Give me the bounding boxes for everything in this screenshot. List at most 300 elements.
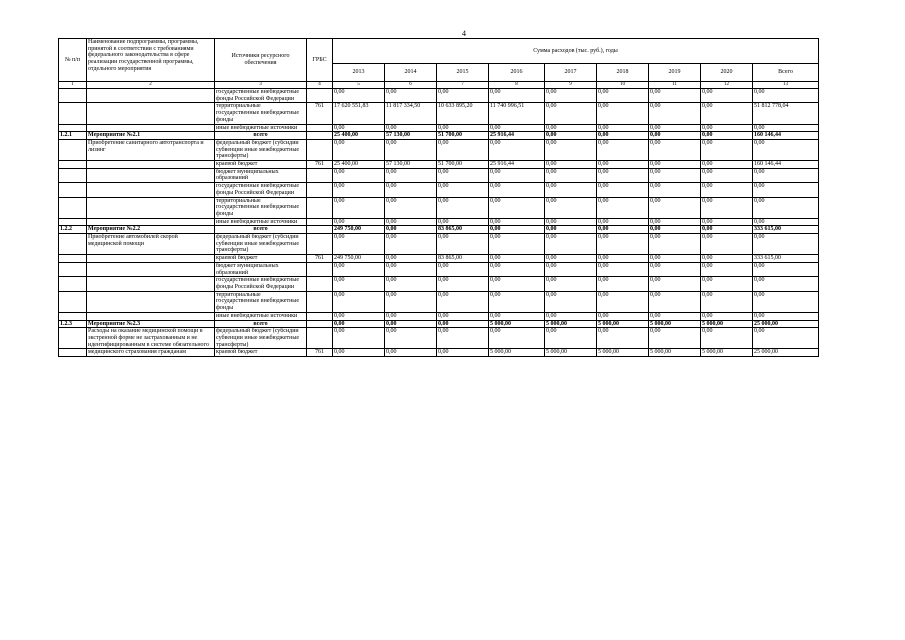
row-num: 1.2.2 <box>59 226 87 234</box>
value-cell: 0,00 <box>753 328 819 349</box>
value-cell: 0,00 <box>701 132 753 140</box>
value-cell: 0,00 <box>753 89 819 103</box>
row-num <box>59 89 87 103</box>
row-source: краевой бюджет <box>215 255 307 263</box>
row-name: Мероприятие №2.3 <box>87 320 215 328</box>
header-colnum: 12 <box>701 82 753 89</box>
row-source: иные внебюджетные источники <box>215 124 307 132</box>
value-cell: 0,00 <box>545 291 597 312</box>
value-cell: 0,00 <box>385 312 437 320</box>
row-num <box>59 218 87 226</box>
row-num <box>59 103 87 124</box>
table-row <box>59 320 819 328</box>
value-cell: 0,00 <box>489 262 545 276</box>
value-cell: 0,00 <box>753 234 819 255</box>
value-cell: 0,00 <box>701 255 753 263</box>
value-cell: 25 400,00 <box>333 161 385 169</box>
value-cell: 0,00 <box>545 197 597 218</box>
row-grbs <box>307 89 333 103</box>
row-name <box>87 161 215 169</box>
table-row <box>59 161 819 169</box>
value-cell: 0,00 <box>385 183 437 197</box>
value-cell: 0,00 <box>701 262 753 276</box>
header-year: 2015 <box>437 64 489 82</box>
value-cell: 5 000,00 <box>597 320 649 328</box>
value-cell: 5 000,00 <box>649 320 701 328</box>
value-cell: 0,00 <box>597 312 649 320</box>
value-cell: 0,00 <box>753 291 819 312</box>
value-cell: 57 130,00 <box>385 132 437 140</box>
row-source: краевой бюджет <box>215 349 307 357</box>
value-cell: 0,00 <box>545 168 597 182</box>
value-cell: 0,00 <box>437 262 489 276</box>
value-cell: 0,00 <box>597 234 649 255</box>
value-cell: 0,00 <box>545 226 597 234</box>
header-colnum: 7 <box>437 82 489 89</box>
value-cell: 0,00 <box>597 103 649 124</box>
row-source: иные внебюджетные источники <box>215 312 307 320</box>
row-grbs <box>307 168 333 182</box>
value-cell: 0,00 <box>333 262 385 276</box>
header-colnum: 4 <box>307 82 333 89</box>
value-cell: 0,00 <box>385 124 437 132</box>
value-cell: 0,00 <box>753 197 819 218</box>
row-grbs: 761 <box>307 103 333 124</box>
value-cell: 0,00 <box>649 197 701 218</box>
table-row <box>59 277 819 291</box>
table-row <box>59 218 819 226</box>
row-source: бюджет муниципальных образований <box>215 168 307 182</box>
header-year: 2019 <box>649 64 701 82</box>
header-colnum: 6 <box>385 82 437 89</box>
row-name <box>87 277 215 291</box>
value-cell: 0,00 <box>701 234 753 255</box>
header-name: Наименование подпрограммы, программы, принятой в соответствии с требованиями федерального законодательства в сфере реализации государственной программы, отдельного мероприятия <box>87 39 215 82</box>
value-cell: 0,00 <box>753 183 819 197</box>
value-cell: 25 916,44 <box>489 161 545 169</box>
value-cell: 0,00 <box>597 161 649 169</box>
row-source: территориальные государственные внебюджетные фонды <box>215 197 307 218</box>
header-year: 2016 <box>489 64 545 82</box>
value-cell: 0,00 <box>753 218 819 226</box>
value-cell: 0,00 <box>545 139 597 160</box>
row-source: федеральный бюджет (субсидии субвенции иные межбюджетные трансферты) <box>215 234 307 255</box>
value-cell: 83 865,00 <box>437 255 489 263</box>
value-cell: 160 146,44 <box>753 161 819 169</box>
value-cell: 0,00 <box>545 89 597 103</box>
value-cell: 0,00 <box>597 291 649 312</box>
value-cell: 0,00 <box>385 277 437 291</box>
row-num <box>59 234 87 255</box>
value-cell: 0,00 <box>753 168 819 182</box>
row-grbs <box>307 218 333 226</box>
value-cell: 0,00 <box>333 197 385 218</box>
value-cell: 0,00 <box>701 183 753 197</box>
value-cell: 0,00 <box>649 124 701 132</box>
table-row <box>59 89 819 103</box>
value-cell: 0,00 <box>597 328 649 349</box>
value-cell: 0,00 <box>489 312 545 320</box>
value-cell: 0,00 <box>437 139 489 160</box>
value-cell: 249 750,00 <box>333 226 385 234</box>
value-cell: 0,00 <box>437 320 489 328</box>
row-grbs <box>307 124 333 132</box>
table-row <box>59 103 819 124</box>
value-cell: 25 400,00 <box>333 132 385 140</box>
value-cell: 0,00 <box>649 183 701 197</box>
value-cell: 0,00 <box>333 183 385 197</box>
header-year: 2020 <box>701 64 753 82</box>
value-cell: 0,00 <box>649 132 701 140</box>
row-num <box>59 183 87 197</box>
value-cell: 0,00 <box>385 320 437 328</box>
value-cell: 0,00 <box>437 183 489 197</box>
value-cell: 0,00 <box>489 291 545 312</box>
value-cell: 0,00 <box>385 168 437 182</box>
value-cell: 0,00 <box>437 218 489 226</box>
value-cell: 0,00 <box>649 168 701 182</box>
table-row <box>59 262 819 276</box>
header-year: 2014 <box>385 64 437 82</box>
value-cell: 0,00 <box>385 226 437 234</box>
value-cell: 0,00 <box>385 197 437 218</box>
value-cell: 0,00 <box>489 277 545 291</box>
value-cell: 0,00 <box>597 139 649 160</box>
value-cell: 0,00 <box>437 234 489 255</box>
value-cell: 0,00 <box>649 234 701 255</box>
row-name: Мероприятие №2.2 <box>87 226 215 234</box>
value-cell: 0,00 <box>385 255 437 263</box>
value-cell: 5 000,00 <box>597 349 649 357</box>
value-cell: 0,00 <box>545 183 597 197</box>
value-cell: 11 740 996,51 <box>489 103 545 124</box>
value-cell: 0,00 <box>437 291 489 312</box>
value-cell: 0,00 <box>649 89 701 103</box>
value-cell: 0,00 <box>597 132 649 140</box>
value-cell: 5 000,00 <box>649 349 701 357</box>
row-num <box>59 255 87 263</box>
value-cell: 5 000,00 <box>489 349 545 357</box>
header-source: Источники ресурсного обеспечения <box>215 39 307 82</box>
value-cell: 0,00 <box>489 124 545 132</box>
row-source: федеральный бюджет (субсидии субвенции иные межбюджетные трансферты) <box>215 328 307 349</box>
value-cell: 0,00 <box>489 168 545 182</box>
value-cell: 0,00 <box>753 124 819 132</box>
header-sum: Сумма расходов (тыс. руб.), годы <box>333 39 819 64</box>
value-cell: 0,00 <box>437 168 489 182</box>
value-cell: 0,00 <box>545 277 597 291</box>
row-num <box>59 312 87 320</box>
table-row <box>59 349 819 357</box>
value-cell: 0,00 <box>385 328 437 349</box>
value-cell: 0,00 <box>545 234 597 255</box>
value-cell: 5 000,00 <box>701 349 753 357</box>
row-grbs <box>307 183 333 197</box>
value-cell: 0,00 <box>701 197 753 218</box>
value-cell: 0,00 <box>649 161 701 169</box>
value-cell: 0,00 <box>437 349 489 357</box>
row-grbs <box>307 291 333 312</box>
table-row <box>59 255 819 263</box>
value-cell: 0,00 <box>333 349 385 357</box>
value-cell: 25 916,44 <box>489 132 545 140</box>
header-colnum: 11 <box>649 82 701 89</box>
value-cell: 0,00 <box>545 255 597 263</box>
value-cell: 0,00 <box>385 234 437 255</box>
value-cell: 51 812 778,04 <box>753 103 819 124</box>
value-cell: 0,00 <box>545 161 597 169</box>
value-cell: 0,00 <box>649 103 701 124</box>
row-num <box>59 349 87 357</box>
row-source: иные внебюджетные источники <box>215 218 307 226</box>
value-cell: 0,00 <box>701 124 753 132</box>
row-name <box>87 168 215 182</box>
value-cell: 0,00 <box>437 197 489 218</box>
row-name <box>87 124 215 132</box>
row-num <box>59 139 87 160</box>
value-cell: 0,00 <box>701 312 753 320</box>
header-year: 2018 <box>597 64 649 82</box>
value-cell: 0,00 <box>701 103 753 124</box>
value-cell: 0,00 <box>701 139 753 160</box>
row-name <box>87 262 215 276</box>
value-cell: 0,00 <box>701 218 753 226</box>
row-source: государственные внебюджетные фонды Российской Федерации <box>215 183 307 197</box>
header-colnum: 8 <box>489 82 545 89</box>
row-num <box>59 161 87 169</box>
table-row <box>59 168 819 182</box>
value-cell: 0,00 <box>649 277 701 291</box>
value-cell: 0,00 <box>649 226 701 234</box>
row-name <box>87 312 215 320</box>
row-num <box>59 124 87 132</box>
value-cell: 0,00 <box>385 262 437 276</box>
row-num: 1.2.1 <box>59 132 87 140</box>
value-cell: 0,00 <box>545 262 597 276</box>
header-year: Всего <box>753 64 819 82</box>
value-cell: 0,00 <box>597 255 649 263</box>
row-name <box>87 197 215 218</box>
value-cell: 0,00 <box>545 218 597 226</box>
row-grbs <box>307 312 333 320</box>
value-cell: 0,00 <box>701 291 753 312</box>
value-cell: 0,00 <box>333 218 385 226</box>
table-row <box>59 124 819 132</box>
value-cell: 160 146,44 <box>753 132 819 140</box>
table-row <box>59 328 819 349</box>
value-cell: 0,00 <box>385 218 437 226</box>
row-grbs <box>307 277 333 291</box>
value-cell: 57 130,00 <box>385 161 437 169</box>
value-cell: 0,00 <box>701 89 753 103</box>
row-num <box>59 277 87 291</box>
value-cell: 0,00 <box>753 277 819 291</box>
page-number: 4 <box>462 29 466 38</box>
row-source: территориальные государственные внебюджетные фонды <box>215 103 307 124</box>
row-name <box>87 89 215 103</box>
row-name <box>87 291 215 312</box>
value-cell: 0,00 <box>333 320 385 328</box>
value-cell: 0,00 <box>333 312 385 320</box>
value-cell: 25 000,00 <box>753 320 819 328</box>
table-row <box>59 291 819 312</box>
row-source: всего <box>215 132 307 140</box>
value-cell: 11 817 334,50 <box>385 103 437 124</box>
row-grbs <box>307 234 333 255</box>
row-name <box>87 218 215 226</box>
value-cell: 0,00 <box>545 312 597 320</box>
value-cell: 51 700,00 <box>437 161 489 169</box>
row-grbs <box>307 320 333 328</box>
value-cell: 0,00 <box>545 132 597 140</box>
value-cell: 0,00 <box>701 226 753 234</box>
value-cell: 0,00 <box>489 139 545 160</box>
value-cell: 0,00 <box>649 291 701 312</box>
row-source: государственные внебюджетные фонды Российской Федерации <box>215 277 307 291</box>
value-cell: 5 000,00 <box>545 320 597 328</box>
value-cell: 0,00 <box>701 328 753 349</box>
value-cell: 0,00 <box>649 255 701 263</box>
value-cell: 0,00 <box>753 139 819 160</box>
row-name: Приобретение автомобилей скорой медицинской помощи <box>87 234 215 255</box>
value-cell: 333 615,00 <box>753 226 819 234</box>
table-row <box>59 132 819 140</box>
row-source: бюджет муниципальных образований <box>215 262 307 276</box>
header-colnum: 3 <box>215 82 307 89</box>
row-name: Расходы на оказание медицинской помощи в экстренной форме не застрахованным и не идентифицированным в системе обязательного <box>87 328 215 349</box>
row-grbs <box>307 262 333 276</box>
row-grbs: 761 <box>307 255 333 263</box>
row-grbs: 761 <box>307 349 333 357</box>
row-name <box>87 183 215 197</box>
value-cell: 0,00 <box>333 89 385 103</box>
header-colnum: 10 <box>597 82 649 89</box>
row-grbs <box>307 328 333 349</box>
value-cell: 0,00 <box>489 226 545 234</box>
value-cell: 0,00 <box>333 234 385 255</box>
value-cell: 0,00 <box>649 328 701 349</box>
value-cell: 0,00 <box>385 349 437 357</box>
row-grbs: 761 <box>307 161 333 169</box>
value-cell: 333 615,00 <box>753 255 819 263</box>
header-colnum: 1 <box>59 82 87 89</box>
value-cell: 0,00 <box>489 328 545 349</box>
value-cell: 0,00 <box>701 277 753 291</box>
value-cell: 5 000,00 <box>701 320 753 328</box>
value-cell: 0,00 <box>597 124 649 132</box>
row-name: Приобретение санитарного автотранспорта и лизинг <box>87 139 215 160</box>
value-cell: 0,00 <box>489 255 545 263</box>
table-row <box>59 234 819 255</box>
header-year: 2017 <box>545 64 597 82</box>
value-cell: 0,00 <box>437 277 489 291</box>
value-cell: 0,00 <box>385 291 437 312</box>
value-cell: 0,00 <box>489 218 545 226</box>
value-cell: 0,00 <box>489 183 545 197</box>
value-cell: 0,00 <box>597 277 649 291</box>
value-cell: 0,00 <box>649 218 701 226</box>
value-cell: 0,00 <box>701 161 753 169</box>
value-cell: 0,00 <box>333 168 385 182</box>
row-source: федеральный бюджет (субсидии субвенции иные межбюджетные трансферты) <box>215 139 307 160</box>
table-row <box>59 183 819 197</box>
value-cell: 0,00 <box>437 89 489 103</box>
row-num <box>59 197 87 218</box>
row-name: медицинского страхования гражданам <box>87 349 215 357</box>
row-name: Мероприятие №2.1 <box>87 132 215 140</box>
value-cell: 0,00 <box>437 124 489 132</box>
value-cell: 0,00 <box>385 139 437 160</box>
value-cell: 0,00 <box>649 262 701 276</box>
value-cell: 0,00 <box>649 139 701 160</box>
value-cell: 0,00 <box>597 89 649 103</box>
table-row <box>59 139 819 160</box>
value-cell: 0,00 <box>489 89 545 103</box>
row-grbs <box>307 139 333 160</box>
value-cell: 0,00 <box>545 328 597 349</box>
row-grbs <box>307 226 333 234</box>
value-cell: 249 750,00 <box>333 255 385 263</box>
value-cell: 0,00 <box>753 262 819 276</box>
value-cell: 0,00 <box>597 262 649 276</box>
header-colnum: 9 <box>545 82 597 89</box>
row-source: всего <box>215 320 307 328</box>
row-grbs <box>307 197 333 218</box>
header-num: № п/п <box>59 39 87 82</box>
row-name <box>87 103 215 124</box>
header-grbs: ГРБС <box>307 39 333 82</box>
value-cell: 83 865,00 <box>437 226 489 234</box>
value-cell: 0,00 <box>437 328 489 349</box>
value-cell: 0,00 <box>597 168 649 182</box>
row-source: территориальные государственные внебюджетные фонды <box>215 291 307 312</box>
value-cell: 5 000,00 <box>489 320 545 328</box>
value-cell: 0,00 <box>489 197 545 218</box>
row-grbs <box>307 132 333 140</box>
value-cell: 0,00 <box>597 183 649 197</box>
row-num <box>59 291 87 312</box>
header-colnum: 2 <box>87 82 215 89</box>
value-cell: 0,00 <box>489 234 545 255</box>
value-cell: 0,00 <box>597 226 649 234</box>
value-cell: 0,00 <box>545 103 597 124</box>
table-row <box>59 197 819 218</box>
header-colnum: 13 <box>753 82 819 89</box>
row-source: краевой бюджет <box>215 161 307 169</box>
value-cell: 0,00 <box>437 312 489 320</box>
row-num <box>59 168 87 182</box>
value-cell: 0,00 <box>753 312 819 320</box>
row-name <box>87 255 215 263</box>
value-cell: 0,00 <box>385 89 437 103</box>
value-cell: 17 620 551,83 <box>333 103 385 124</box>
value-cell: 10 633 895,20 <box>437 103 489 124</box>
row-num <box>59 328 87 349</box>
value-cell: 0,00 <box>333 277 385 291</box>
value-cell: 51 700,00 <box>437 132 489 140</box>
row-num <box>59 262 87 276</box>
value-cell: 0,00 <box>333 328 385 349</box>
value-cell: 0,00 <box>597 197 649 218</box>
row-num: 1.2.3 <box>59 320 87 328</box>
value-cell: 0,00 <box>545 124 597 132</box>
value-cell: 5 000,00 <box>545 349 597 357</box>
value-cell: 0,00 <box>649 312 701 320</box>
header-colnum: 5 <box>333 82 385 89</box>
row-source: государственные внебюджетные фонды Российской Федерации <box>215 89 307 103</box>
value-cell: 0,00 <box>333 139 385 160</box>
header-year: 2013 <box>333 64 385 82</box>
